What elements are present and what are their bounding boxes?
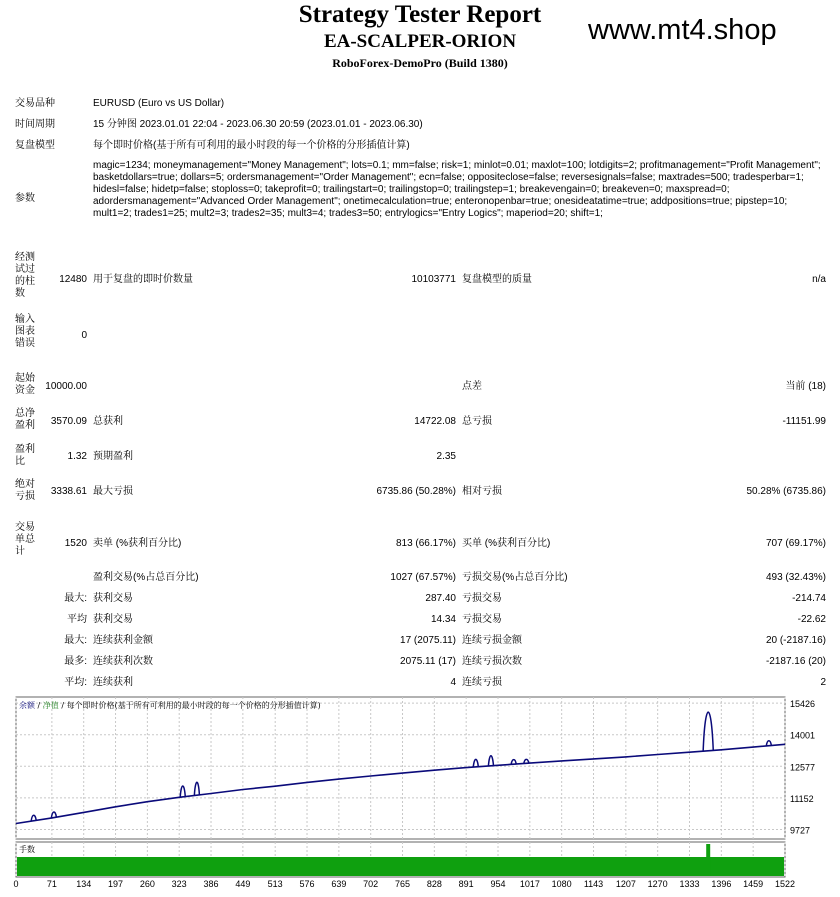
x-tick-label: 702 — [363, 879, 379, 889]
net-profit-label: 总净盈利 — [15, 408, 35, 431]
consec-win-cnt-value: 2075.11 (17) — [400, 656, 456, 667]
rel-drawdown-value: 50.28% (6735.86) — [746, 486, 826, 497]
x-tick-label: 639 — [331, 879, 347, 889]
largest-win-label: 获利交易 — [93, 593, 133, 604]
consec-win-cnt-label: 连续获利次数 — [93, 656, 153, 667]
x-tick-label: 1207 — [615, 879, 636, 889]
legend-equity: 净值 — [42, 701, 59, 710]
profit-factor-label: 盈利比 — [15, 444, 35, 467]
y-tick-label: 15426 — [790, 699, 816, 710]
x-tick-label: 1459 — [743, 879, 764, 889]
profit-trades-label: 盈利交易(%占总百分比) — [93, 572, 199, 583]
long-positions-label: 买单 (%获利百分比) — [462, 538, 551, 549]
consec-loss-cnt-value: -2187.16 (20) — [765, 656, 826, 667]
max-drawdown-value: 6735.86 (50.28%) — [376, 486, 456, 497]
chart-plot-frame — [16, 697, 785, 839]
x-tick-label: 576 — [299, 879, 315, 889]
abs-drawdown-label: 绝对亏损 — [15, 479, 35, 502]
x-tick-label: 954 — [490, 879, 506, 889]
x-tick-label: 323 — [171, 879, 187, 889]
avg-loss-label: 亏损交易 — [462, 614, 502, 625]
gross-profit-value: 14722.08 — [414, 416, 456, 427]
quality-value: n/a — [812, 274, 826, 285]
deposit-label: 起始资金 — [15, 373, 35, 396]
params-value: magic=1234; moneymanagement="Money Management"; lots=0.1; mm=false; risk=1; minlot=0.01; maxlot=100; lotdigits=2; profitmanagement="Profit Management"; basketdollars=true; dollars=5; ordersmanagement="Order Management"; ecn=false; oppositeclose=false; reversesignals=false; maxtrades=500; tradesperbar=1; hidesl=false; hidetp=false; stoploss=0; takeprofit=0; trailingstart=0; trailingstop=0; trailingstep=1; breakevengain=0; breakeven=0; maxspread=0; adordersmanagement="Advanced Order Management"; onetimecalculation=true; enteronopenbar=true; onesideatatime=true; addpositions=true; pipstep=10; mult1=2; trades1=25; mult2=3; trades2=35; mult3=4; trades3=50; entrylogics="Entry Logics"; maperiod=20; shift=1; — [93, 160, 821, 219]
rel-drawdown-label: 相对亏损 — [462, 486, 502, 497]
x-tick-label: 1080 — [551, 879, 572, 889]
symbol-value: EURUSD (Euro vs US Dollar) — [93, 98, 225, 109]
model-label: 复盘模型 — [15, 140, 55, 151]
x-tick-label: 0 — [13, 879, 19, 889]
symbol-label: 交易品种 — [15, 98, 55, 109]
profit-trades-value: 1027 (67.57%) — [390, 572, 456, 583]
y-tick-label: 9727 — [790, 825, 811, 836]
net-profit-value: 3570.09 — [50, 416, 87, 427]
avg-win-value: 14.34 — [430, 614, 456, 625]
long-positions-value: 707 (69.17%) — [765, 538, 826, 549]
avg-win-label: 获利交易 — [93, 614, 133, 625]
balance-chart — [14, 697, 834, 893]
gross-loss-label: 总亏损 — [462, 416, 492, 427]
expected-payoff-label: 预期盈利 — [93, 451, 133, 462]
max-consec-prefix: 最大: — [64, 635, 87, 646]
lots-label: 手数 — [19, 845, 35, 854]
y-tick-label: 14001 — [790, 730, 816, 741]
x-tick-label: 1522 — [774, 879, 796, 889]
deposit-value: 10000.00 — [45, 381, 87, 392]
ticks-label: 用于复盘的即时价数量 — [93, 274, 193, 285]
expected-payoff-value: 2.35 — [436, 451, 456, 462]
watermark: www.mt4.shop — [588, 14, 777, 46]
model-value: 每个即时价格(基于所有可利用的最小时段的每一个价格的分形插值计算) — [93, 140, 410, 151]
largest-loss-label: 亏损交易 — [462, 593, 502, 604]
avg-consec-win-label: 连续获利 — [93, 677, 133, 688]
bars-label: 经测试过的柱数 — [15, 252, 35, 299]
chart-legend: 余额 / 净值 / 每个即时价格(基于所有可利用的最小时段的每一个价格的分形插值计算) — [19, 701, 321, 710]
period-value: 15 分钟图 2023.01.01 22:04 - 2023.06.30 20:59 (2023.01.01 - 2023.06.30) — [93, 119, 423, 130]
short-positions-value: 813 (66.17%) — [395, 538, 456, 549]
x-tick-label: 1396 — [711, 879, 732, 889]
consec-win-amt-value: 17 (2075.11) — [400, 635, 456, 646]
y-tick-label: 11152 — [790, 793, 814, 804]
avg-consec-loss-value: 2 — [820, 677, 826, 688]
errors-label: 输入图表错误 — [15, 314, 35, 349]
loss-trades-value: 493 (32.43%) — [765, 572, 826, 583]
largest-loss-value: -214.74 — [792, 593, 826, 604]
report-title: Strategy Tester Report — [298, 1, 542, 28]
x-tick-label: 134 — [76, 879, 92, 889]
largest-win-value: 287.40 — [425, 593, 456, 604]
period-label: 时间周期 — [15, 119, 55, 130]
x-tick-label: 1333 — [679, 879, 700, 889]
max-drawdown-label: 最大亏损 — [93, 486, 133, 497]
x-tick-label: 449 — [235, 879, 251, 889]
x-tick-label: 1143 — [583, 879, 604, 889]
most-consec-prefix: 最多: — [64, 656, 87, 667]
spread-label: 点差 — [462, 381, 482, 392]
x-tick-label: 513 — [267, 879, 283, 889]
avg-consec-prefix: 平均: — [64, 677, 87, 688]
quality-label: 复盘模型的质量 — [462, 274, 532, 285]
profit-factor-value: 1.32 — [67, 451, 87, 462]
spread-value: 当前 (18) — [785, 381, 826, 392]
gross-profit-label: 总获利 — [93, 416, 123, 427]
x-tick-label: 197 — [108, 879, 124, 889]
lots-spike — [706, 844, 710, 876]
legend-balance: 余额 — [19, 701, 35, 710]
average-prefix: 平均 — [67, 614, 87, 625]
ea-name: EA-SCALPER-ORION — [323, 31, 517, 52]
x-tick-label: 828 — [426, 879, 442, 889]
consec-loss-amt-label: 连续亏损金额 — [462, 635, 522, 646]
total-trades-value: 1520 — [64, 538, 87, 549]
x-tick-label: 386 — [203, 879, 219, 889]
x-tick-label: 891 — [458, 879, 474, 889]
avg-consec-win-value: 4 — [450, 677, 456, 688]
x-tick-label: 1017 — [519, 879, 540, 889]
consec-loss-amt-value: 20 (-2187.16) — [765, 635, 826, 646]
consec-loss-cnt-label: 连续亏损次数 — [462, 656, 522, 667]
legend-model: 每个即时价格(基于所有可利用的最小时段的每一个价格的分形插值计算) — [66, 701, 321, 710]
errors-value: 0 — [81, 330, 87, 341]
bars-value: 12480 — [59, 274, 87, 285]
y-tick-label: 12577 — [790, 762, 816, 773]
gross-loss-value: -11151.99 — [782, 416, 826, 427]
ticks-value: 10103771 — [411, 274, 456, 285]
server-build: RoboForex-DemoPro (Build 1380) — [332, 56, 508, 70]
largest-prefix: 最大: — [64, 593, 87, 604]
x-tick-label: 260 — [139, 879, 155, 889]
total-trades-label: 交易单总计 — [15, 522, 35, 557]
lots-bars — [17, 857, 784, 876]
avg-loss-value: -22.62 — [797, 614, 826, 625]
x-tick-label: 765 — [395, 879, 411, 889]
x-tick-label: 1270 — [647, 879, 668, 889]
abs-drawdown-value: 3338.61 — [50, 486, 87, 497]
params-label: 参数 — [15, 193, 35, 204]
x-tick-label: 71 — [46, 879, 57, 889]
avg-consec-loss-label: 连续亏损 — [462, 677, 502, 688]
short-positions-label: 卖单 (%获利百分比) — [93, 538, 182, 549]
consec-win-amt-label: 连续获利金额 — [93, 635, 153, 646]
loss-trades-label: 亏损交易(%占总百分比) — [462, 572, 568, 583]
